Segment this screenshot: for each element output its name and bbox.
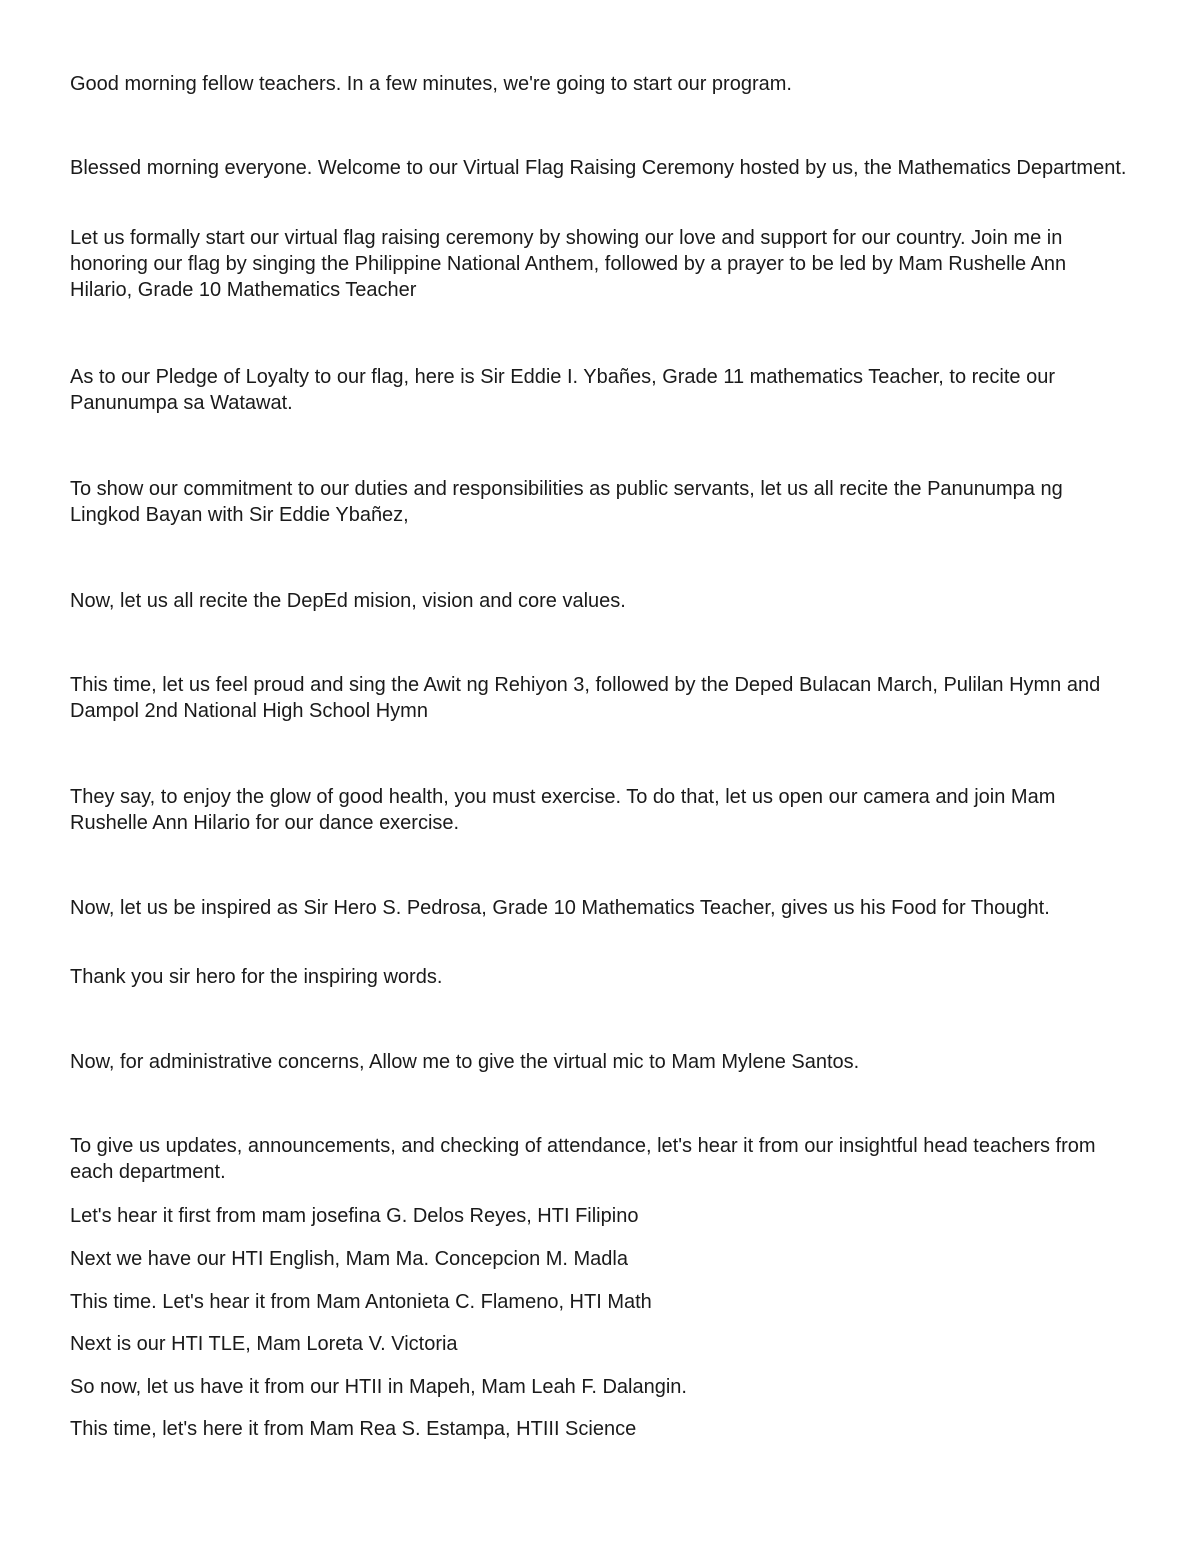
paragraph-exercise: They say, to enjoy the glow of good health, you must exercise. To do that, let us open our camera and join Mam Rushelle Ann Hilario for our dance exercise. — [70, 786, 1056, 834]
paragraph-htiii-science: This time, let's here it from Mam Rea S. Estampa, HTIII Science — [70, 1418, 637, 1440]
paragraph-food-for-thought: Now, let us be inspired as Sir Hero S. Pedrosa, Grade 10 Mathematics Teacher, gives us his Food for Thought. — [70, 897, 1050, 919]
paragraph-opening: Good morning fellow teachers. In a few minutes, we're going to start our program. — [70, 73, 792, 95]
paragraph-hti-filipino: Let's hear it first from mam josefina G. Delos Reyes, HTI Filipino — [70, 1205, 639, 1227]
paragraph-htii-mapeh: So now, let us have it from our HTII in Mapeh, Mam Leah F. Dalangin. — [70, 1376, 687, 1398]
paragraph-updates: To give us updates, announcements, and checking of attendance, let's hear it from our insightful head teachers from each department. — [70, 1135, 1096, 1183]
paragraph-hymns: This time, let us feel proud and sing the Awit ng Rehiyon 3, followed by the Deped Bulacan March, Pulilan Hymn and Dampol 2nd National High School Hymn — [70, 674, 1101, 722]
paragraph-hti-tle: Next is our HTI TLE, Mam Loreta V. Victoria — [70, 1333, 458, 1355]
paragraph-national-anthem: Let us formally start our virtual flag raising ceremony by showing our love and support for our country. Join me in honoring our flag by singing the Philippine National Anthem, followed by a prayer to be led by Mam Rushelle Ann Hilario, Grade 10 Mathematics Teacher — [70, 227, 1067, 301]
paragraph-panunumpa: To show our commitment to our duties and responsibilities as public servants, let us all recite the Panunumpa ng Lingkod Bayan with Sir Eddie Ybañez, — [70, 478, 1063, 526]
paragraph-thank-you: Thank you sir hero for the inspiring words. — [70, 966, 443, 988]
paragraph-administrative: Now, for administrative concerns, Allow me to give the virtual mic to Mam Mylene Santos. — [70, 1051, 860, 1073]
paragraph-pledge: As to our Pledge of Loyalty to our flag, here is Sir Eddie I. Ybañes, Grade 11 mathematics Teacher, to recite our Panunumpa sa Watawat. — [70, 366, 1055, 414]
paragraph-hti-english: Next we have our HTI English, Mam Ma. Concepcion M. Madla — [70, 1248, 628, 1270]
paragraph-welcome: Blessed morning everyone. Welcome to our Virtual Flag Raising Ceremony hosted by us, the Mathematics Department. — [70, 157, 1127, 179]
paragraph-hti-math: This time. Let's hear it from Mam Antonieta C. Flameno, HTI Math — [70, 1291, 652, 1313]
paragraph-deped-mission: Now, let us all recite the DepEd mision, vision and core values. — [70, 590, 626, 612]
